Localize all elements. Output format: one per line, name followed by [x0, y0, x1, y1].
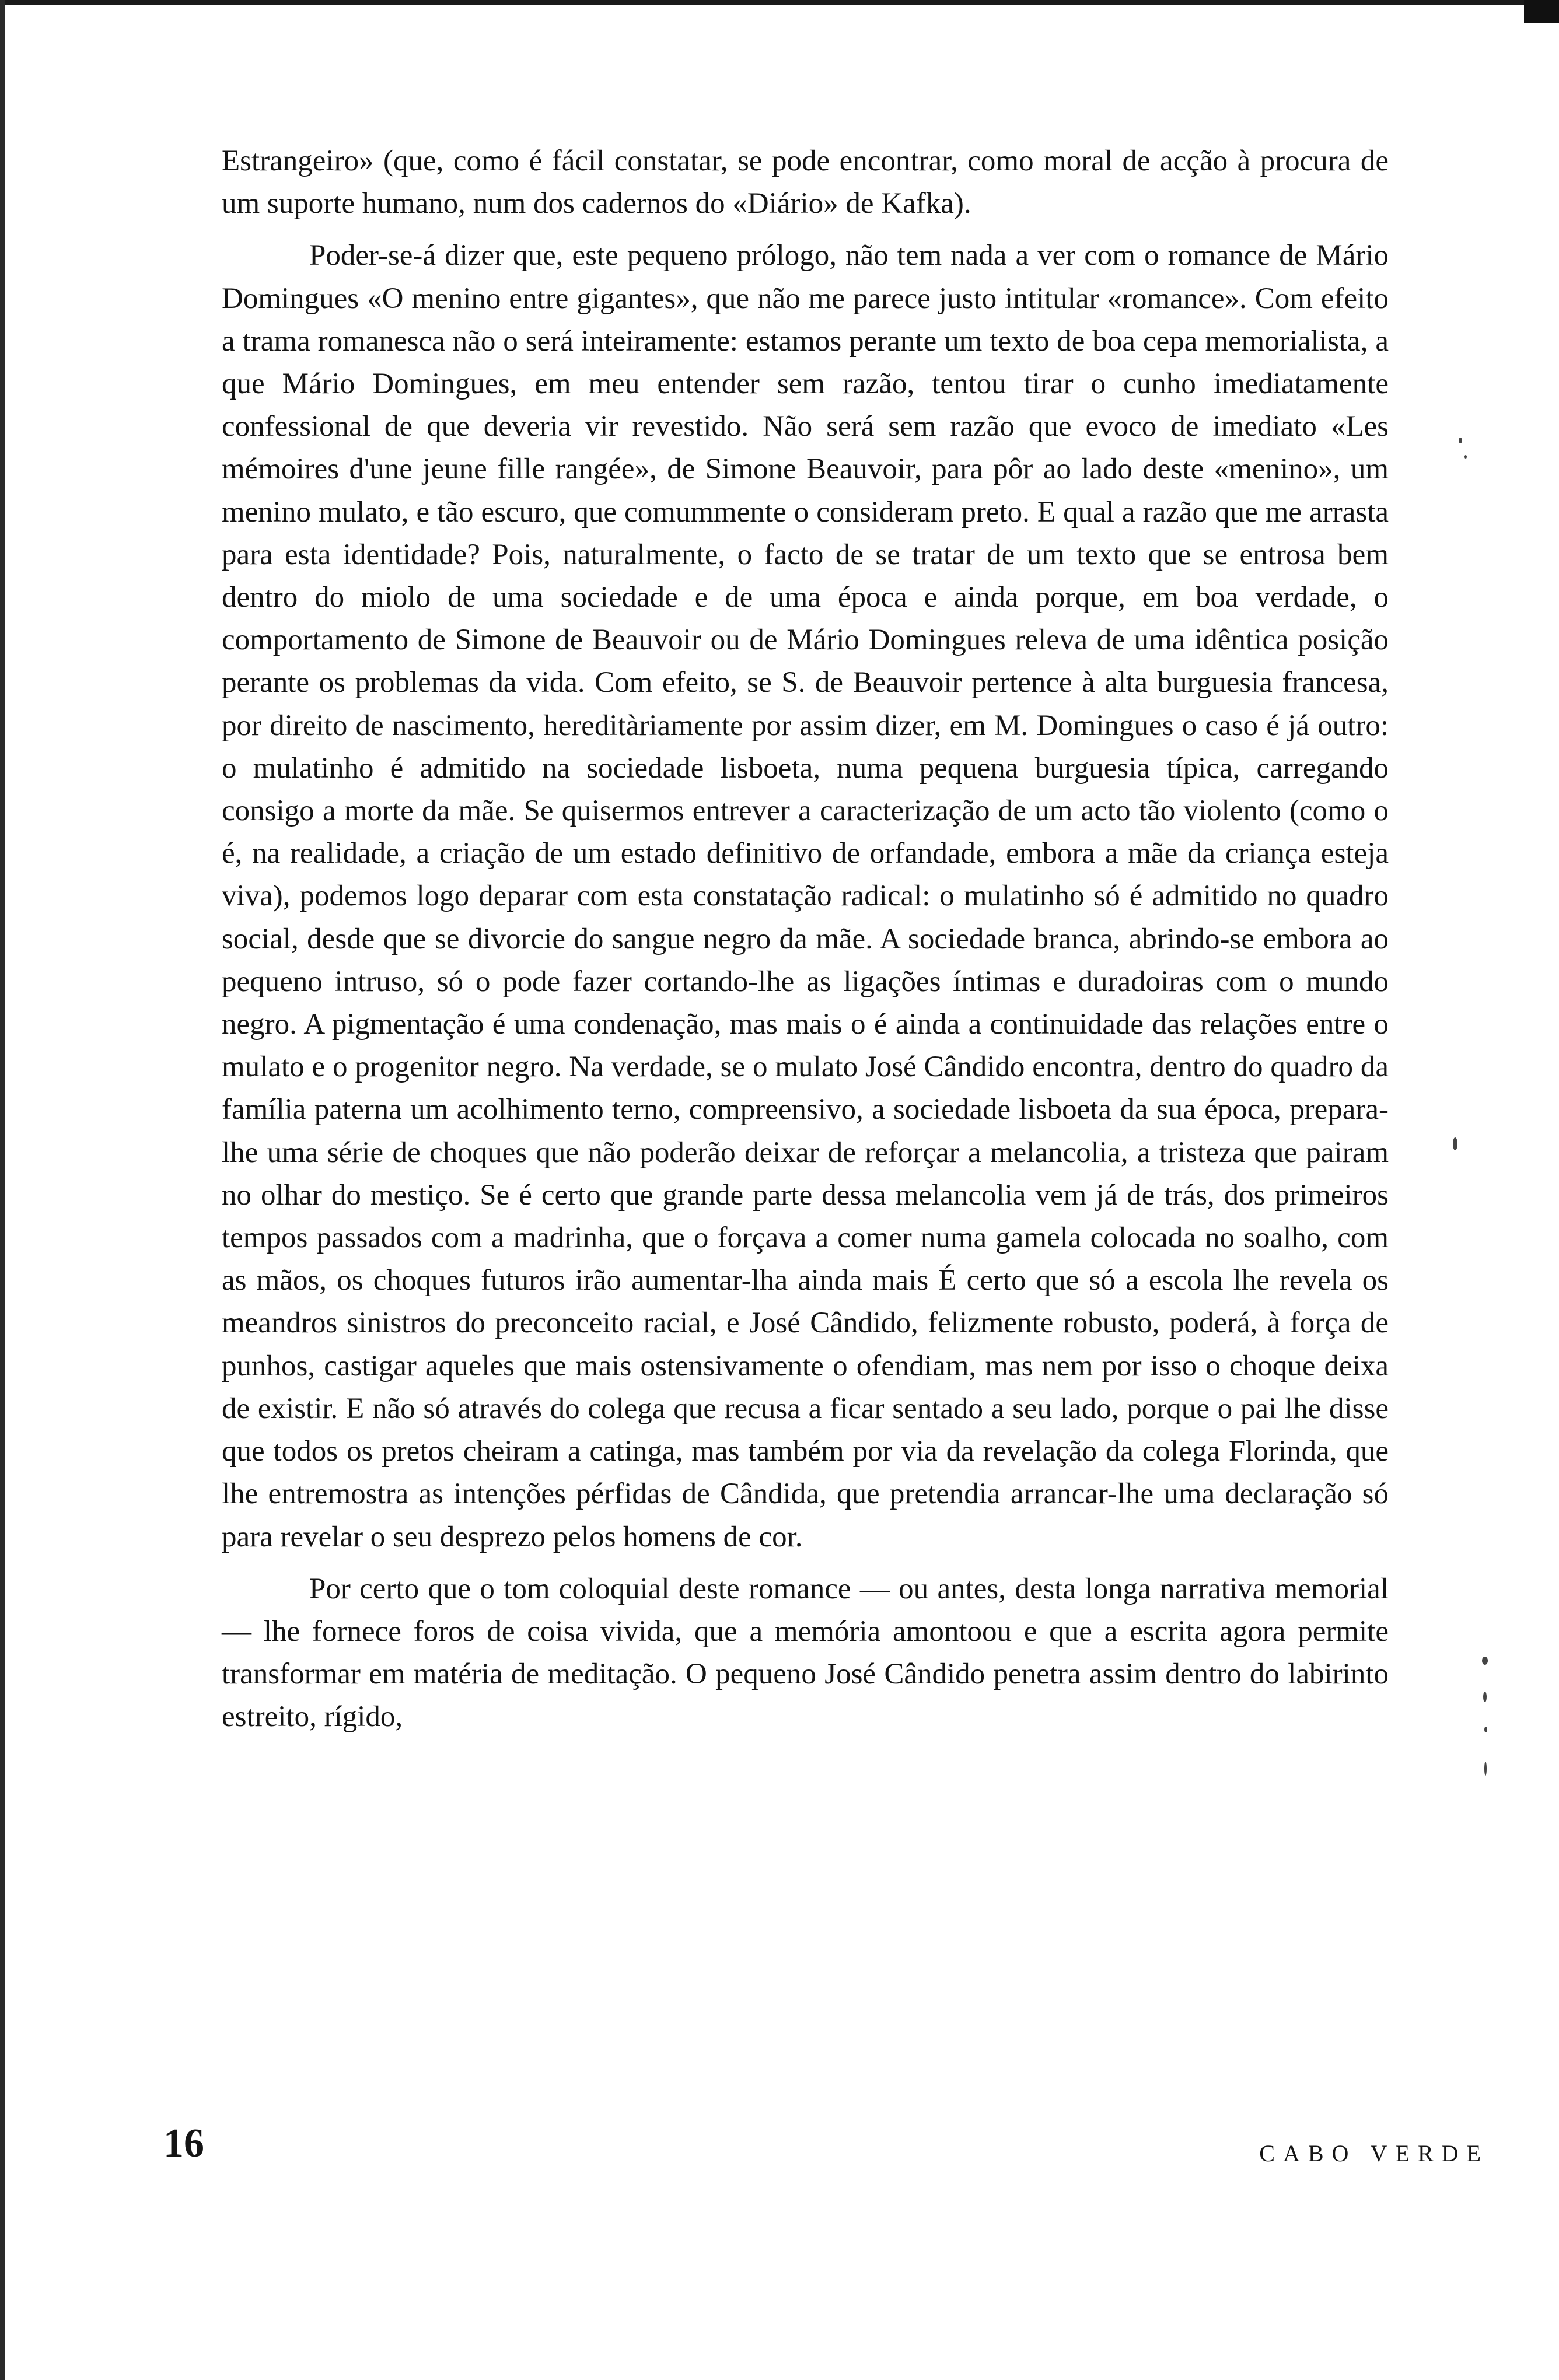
paragraph-continuation: Estrangeiro» (que, como é fácil constatar, se pode encontrar, como moral de acção à procura de um suporte humano, num dos cadernos do «Diário» de Kafka).	[222, 145, 1389, 220]
page-top-edge	[0, 0, 1559, 5]
page-number: 16	[163, 2121, 204, 2166]
publication-title: CABO VERDE	[1259, 2140, 1489, 2166]
scan-corner-mark	[1524, 0, 1559, 23]
paragraph-closing: Por certo que o tom coloquial deste romance — ou antes, desta longa narrativa memorial — lhe fornece foros de coisa vivida, que a memória amontoou e que a escrita agora permite transformar em matéria de meditação. O pequeno José Cândido penetra assim dentro do labirinto estreito, rígido,	[222, 1572, 1389, 1734]
page-left-edge	[0, 0, 5, 2380]
paragraph-main: Poder-se-á dizer que, este pequeno prólogo, não tem nada a ver com o romance de Mário Domingues «O menino entre gigantes», que não me parece justo intitular «romance». Com efeito a trama romanesca não o será inteiramente: estamos perante um texto de boa cepa memorialista, a que Mário Domingues, em meu entender sem razão, tentou tirar o cunho imediatamente confessional de que deveria vir revestido. Não será sem razão que evoco de imediato «Les mémoires d'une jeune fille rangée», de Simone Beauvoir, para pôr ao lado deste «menino», um menino mulato, e tão escuro, que comummente o consideram preto. E qual a razão que me arrasta para esta identidade? Pois, naturalmente, o facto de se tratar de um texto que se entrosa bem dentro do miolo de uma sociedade e de uma época e ainda porque, em boa verdade, o comportamento de Simone de Beauvoir ou de Mário Domingues releva de uma idêntica posição perante os problemas da vida. Com efeito, se S. de Beauvoir pertence à alta burguesia francesa, por direito de nascimento, hereditàriamente por assim dizer, em M. Domingues o caso é já outro: o mulatinho é admitido na sociedade lisboeta, numa pequena burguesia típica, carregando consigo a morte da mãe. Se quisermos entrever a caracterização de um acto tão violento (como o é, na realidade, a criação de um estado definitivo de orfandade, embora a mãe da criança esteja viva), podemos logo deparar com esta constatação radical: o mulatinho só é admitido no quadro social, desde que se divorcie do sangue negro da mãe. A sociedade branca, abrindo-se embora ao pequeno intruso, só o pode fazer cortando-lhe as ligações íntimas e duradoiras com o mundo negro. A pigmentação é uma condenação, mas mais o é ainda a continuidade das relações entre o mulato e o progenitor negro. Na verdade, se o mulato José Cândido encontra, dentro do quadro da família paterna um acolhimento terno, compreensivo, a sociedade lisboeta da sua época, prepara-lhe uma série de choques que não poderão deixar de reforçar a melancolia, a tristeza que pairam no olhar do mestiço. Se é certo que grande parte dessa melancolia vem já de trás, dos primeiros tempos passados com a madrinha, que o forçava a comer numa gamela colocada no soalho, com as mãos, os choques futuros irão aumentar-lha ainda mais É certo que só a escola lhe revela os meandros sinistros do preconceito racial, e José Cândido, felizmente robusto, poderá, à força de punhos, castigar aqueles que mais ostensivamente o ofendiam, mas nem por isso o choque deixa de existir. E não só através do colega que recusa a ficar sentado a seu lado, porque o pai lhe disse que todos os pretos cheiram a catinga, mas também por via da revelação da colega Florinda, que lhe entremostra as intenções pérfidas de Cândida, que pretendia arrancar-lhe uma declaração só para revelar o seu desprezo pelos homens de cor.	[222, 239, 1389, 1553]
article-body	[222, 140, 1389, 1739]
scan-margin-specks	[1447, 350, 1517, 1925]
